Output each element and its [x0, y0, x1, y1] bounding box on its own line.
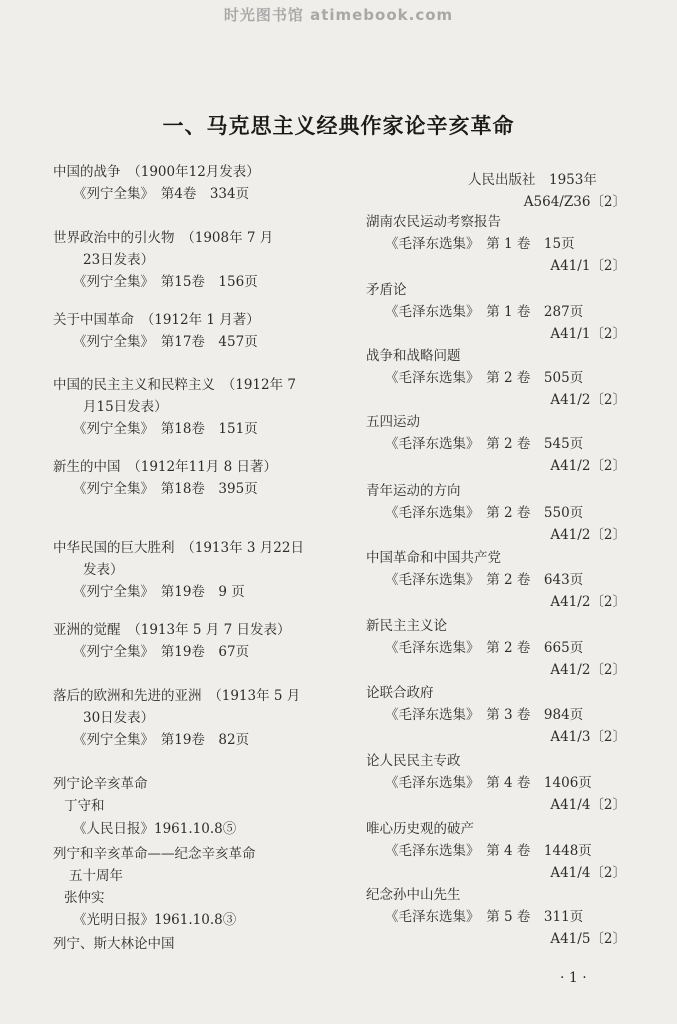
- call-number: A41/2〔2〕: [550, 594, 626, 610]
- entry-title: 矛盾论: [366, 282, 407, 298]
- page-title: 一、马克思主义经典作家论辛亥革命: [162, 114, 515, 138]
- call-number: A41/3〔2〕: [550, 729, 626, 745]
- call-number: A41/2〔2〕: [550, 527, 626, 543]
- entry-title-continued: 五十周年: [69, 868, 123, 884]
- entry-source: 《毛泽东选集》 第 2 卷 505页: [385, 370, 584, 386]
- entry-source: 《毛泽东选集》 第 4 卷 1448页: [385, 843, 592, 859]
- call-number: A41/2〔2〕: [550, 392, 626, 408]
- entry-source: 《列宁全集》 第19卷 9 页: [73, 584, 245, 600]
- entry-source: 《人民日报》1961.10.8⑤: [73, 821, 237, 837]
- publisher-line: 人民出版社 1953年: [468, 172, 597, 188]
- entry-title-continued: 23日发表）: [83, 252, 155, 268]
- entry-source: 《列宁全集》 第18卷 151页: [73, 421, 258, 437]
- call-number: A41/1〔2〕: [550, 326, 626, 342]
- entry-author: 张仲实: [64, 890, 105, 906]
- entry-source: 《毛泽东选集》 第 2 卷 545页: [385, 436, 584, 452]
- entry-author: 丁守和: [64, 798, 105, 814]
- entry-source: 《毛泽东选集》 第 3 卷 984页: [385, 707, 584, 723]
- entry-source: 《列宁全集》 第19卷 82页: [73, 732, 250, 748]
- entry-title: 青年运动的方向: [366, 483, 461, 499]
- entry-source: 《毛泽东选集》 第 1 卷 287页: [385, 304, 584, 320]
- entry-source: 《列宁全集》 第4卷 334页: [73, 186, 250, 202]
- entry-source: 《列宁全集》 第17卷 457页: [73, 334, 258, 350]
- call-number: A41/2〔2〕: [550, 458, 626, 474]
- entry-title: 新生的中国 （1912年11月 8 日著）: [53, 459, 277, 475]
- page-number: · 1 ·: [560, 970, 587, 986]
- entry-title: 世界政治中的引火物 （1908年 7 月: [53, 230, 274, 246]
- entry-source: 《毛泽东选集》 第 5 卷 311页: [385, 909, 584, 925]
- entry-source: 《列宁全集》 第18卷 395页: [73, 481, 258, 497]
- entry-title-continued: 发表）: [83, 562, 124, 578]
- entry-title: 落后的欧洲和先进的亚洲 （1913年 5 月: [53, 688, 301, 704]
- entry-title: 中国的战争 （1900年12月发表）: [53, 164, 260, 180]
- entry-source: 《毛泽东选集》 第 2 卷 643页: [385, 572, 584, 588]
- entry-source: 《毛泽东选集》 第 1 卷 15页: [385, 236, 575, 252]
- watermark: 时光图书馆 atimebook.com: [223, 6, 454, 24]
- entry-source: 《毛泽东选集》 第 4 卷 1406页: [385, 775, 592, 791]
- entry-title: 纪念孙中山先生: [366, 887, 461, 903]
- entry-title: 关于中国革命 （1912年 1 月著）: [53, 312, 260, 328]
- entry-title: 唯心历史观的破产: [366, 821, 474, 837]
- call-number: A41/4〔2〕: [550, 865, 626, 881]
- entry-title: 五四运动: [366, 414, 420, 430]
- entry-title: 列宁、斯大林论中国: [53, 936, 175, 952]
- entry-title: 论联合政府: [366, 685, 434, 701]
- entry-title: 中国的民主主义和民粹主义 （1912年 7: [53, 377, 296, 393]
- call-number: A41/5〔2〕: [550, 931, 626, 947]
- call-number: A41/2〔2〕: [550, 662, 626, 678]
- entry-source: 《列宁全集》 第19卷 67页: [73, 644, 250, 660]
- entry-title: 中华民国的巨大胜利 （1913年 3 月22日: [53, 540, 304, 556]
- call-number: A41/1〔2〕: [550, 258, 626, 274]
- call-number: A41/4〔2〕: [550, 797, 626, 813]
- entry-title: 新民主主义论: [366, 618, 447, 634]
- entry-source: 《毛泽东选集》 第 2 卷 665页: [385, 640, 584, 656]
- entry-title: 中国革命和中国共产党: [366, 550, 501, 566]
- entry-title: 列宁和辛亥革命——纪念辛亥革命: [53, 846, 256, 862]
- entry-source: 《毛泽东选集》 第 2 卷 550页: [385, 505, 584, 521]
- entry-source: 《列宁全集》 第15卷 156页: [73, 274, 258, 290]
- entry-title: 战争和战略问题: [366, 348, 461, 364]
- entry-title-continued: 月15日发表）: [83, 399, 168, 415]
- entry-title: 亚洲的觉醒 （1913年 5 月 7 日发表）: [53, 622, 291, 638]
- entry-title: 列宁论辛亥革命: [53, 776, 148, 792]
- entry-source: 《光明日报》1961.10.8③: [73, 912, 237, 928]
- entry-title-continued: 30日发表）: [83, 710, 155, 726]
- entry-title: 湖南农民运动考察报告: [366, 214, 501, 230]
- entry-title: 论人民民主专政: [366, 753, 461, 769]
- call-number: A564/Z36〔2〕: [523, 194, 626, 210]
